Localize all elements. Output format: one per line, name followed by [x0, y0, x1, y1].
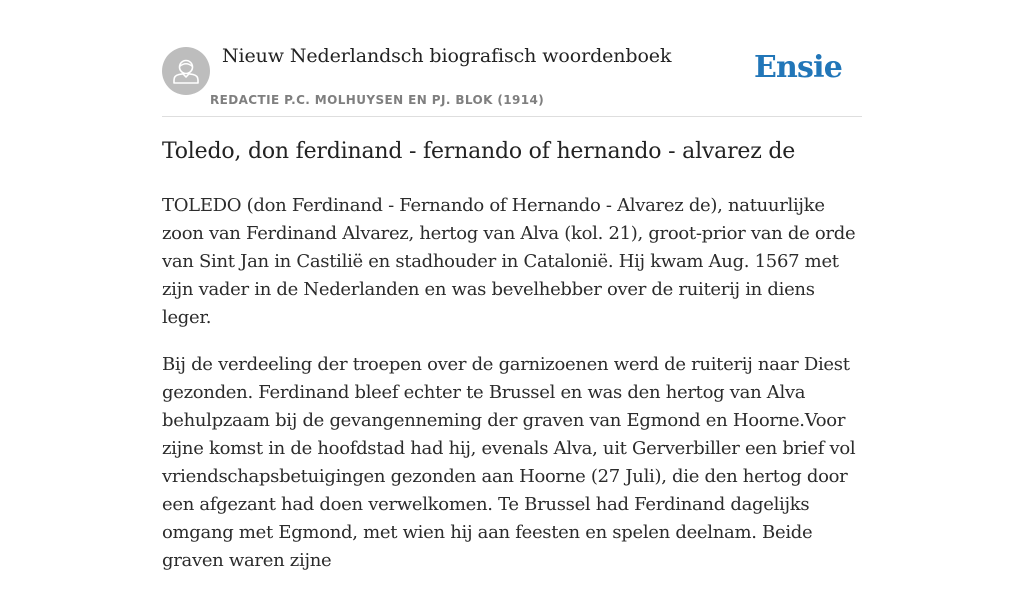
article-column: [162, 0, 862, 571]
article-paragraph: Bij de verdeeling der troepen over de garnizoenen werd de ruiterij naar Diest gezonden. Ferdinand bleef echter te Brussel en was den hertog van Alva behulpzaam bij de gevangenneming der graven van Egmond en Hoorne.Voor zijne komst in de hoofdstad had hij, evenals Alva, uit Gerverbiller een brief vol vriendschapsbetuigingen gezonden aan Hoorne (27 Juli), die den hertog door een afgezant had doen verwelkomen. Te Brussel had Ferdinand dagelijks omgang met Egmond, met wien hij aan feesten en spelen deelnam. Beide graven waren zijne: [162, 354, 856, 571]
user-placeholder-icon[interactable]: [162, 47, 210, 95]
article-title: Toledo, don ferdinand - fernando of hernando - alvarez de: [162, 139, 796, 164]
article-paragraph: TOLEDO (don Ferdinand - Fernando of Hernando - Alvarez de), natuurlijke zoon van Ferdinand Alvarez, hertog van Alva (kol. 21), groot-prior van de orde van Sint Jan in Castilië en stadhouder in Catalonië. Hij kwam Aug. 1567 met zijn vader in de Nederlanden en was bevelhebber over de ruiterij in diens leger.: [162, 195, 856, 328]
article-body: [162, 192, 862, 594]
source-header: [162, 0, 862, 117]
ensie-logo[interactable]: Ensie: [753, 50, 842, 85]
source-title[interactable]: Nieuw Nederlandsch biografisch woordenboek: [222, 45, 672, 67]
source-editor: REDACTIE P.C. MOLHUYSEN EN PJ. BLOK (1914): [210, 93, 545, 107]
